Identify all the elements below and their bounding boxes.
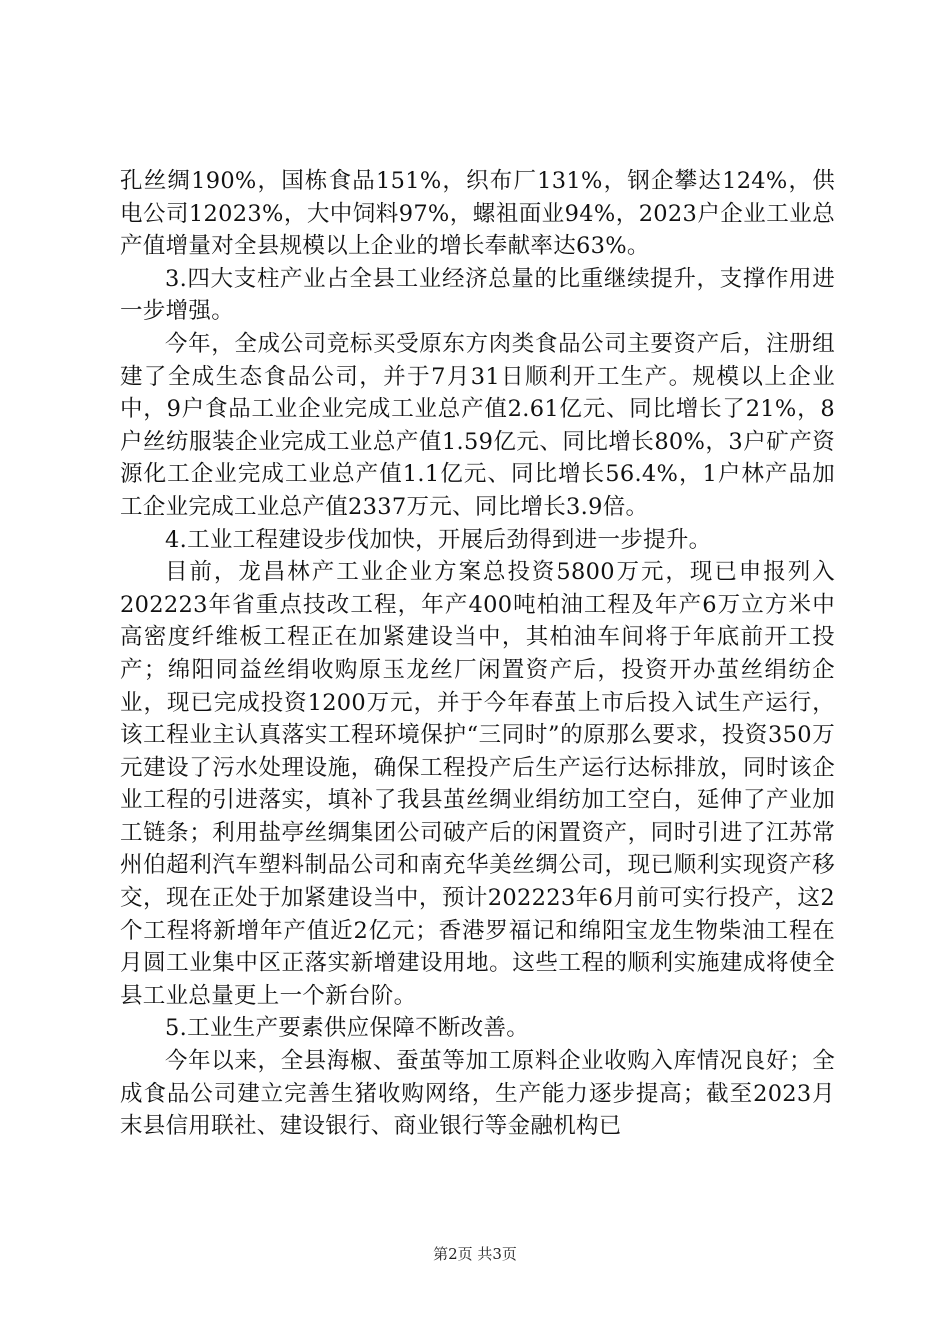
paragraph-7: 今年以来，全县海椒、蚕茧等加工原料企业收购入库情况良好；全成食品公司建立完善生猪收购网络，生产能力逐步提高；截至2023月末县信用联社、建设银行、商业银行等金融机构已 [120,1048,835,1140]
paragraph-6: 5.工业生产要素供应保障不断改善。 [165,1015,530,1042]
paragraph-2: 3.四大支柱产业占全县工业经济总量的比重继续提升，支撑作用进一步增强。 [120,265,835,325]
page-footer [0,1243,950,1264]
paragraph-1: 孔丝绸190%，国栋食品151%，织布厂131%，钢企攀达124%，供电公司12023%，大中饲料97%，螺祖面业94%，2023户企业工业总产值增量对全县规模以上企业的增长奉献率达63%。 [120,168,835,260]
document-body [120,165,835,1143]
paragraph-3: 今年，全成公司竞标买受原东方肉类食品公司主要资产后，注册组建了全成生态食品公司，并于7月31日顺利开工生产。规模以上企业中，9户食品工业企业完成工业总产值2.61亿元、同比增长了21%，8户丝纺服装企业完成工业总产值1.59亿元、同比增长80%，3户矿产资源化工企业完成工业总产值1.1亿元、同比增长56.4%，1户林产品加工企业完成工业总产值2337万元、同比增长3.9倍。 [120,330,835,520]
paragraph-5: 目前，龙昌林产工业企业方案总投资5800万元，现已申报列入202223年省重点技改工程，年产400吨柏油工程及年产6万立方米中高密度纤维板工程正在加紧建设当中，其柏油车间将于年底前开工投产；绵阳同益丝绢收购原玉龙丝厂闲置资产后，投资开办茧丝绢纺企业，现已完成投资1200万元，并于今年春茧上市后投入试生产运行，该工程业主认真落实工程环境保护“三同时”的原那么要求，投资350万元建设了污水处理设施，确保工程投产后生产运行达标排放，同时该企业工程的引进落实，填补了我县茧丝绸业绢纺加工空白，延伸了产业加工链条；利用盐亭丝绸集团公司破产后的闲置资产，同时引进了江苏常州伯超利汽车塑料制品公司和南充华美丝绸公司，现已顺利实现资产移交，现在正处于加紧建设当中，预计202223年6月前可实行投产，这2个工程将新增年产值近2亿元；香港罗福记和绵阳宝龙生物柴油工程在月圆工业集中区正落实新增建设用地。这些工程的顺利实施建成将使全县工业总量更上一个新台阶。 [120,559,835,1009]
paragraph-4: 4.工业工程建设步伐加快，开展后劲得到进一步提升。 [165,526,712,553]
page-number-label: 第2页 共3页 [433,1245,517,1263]
